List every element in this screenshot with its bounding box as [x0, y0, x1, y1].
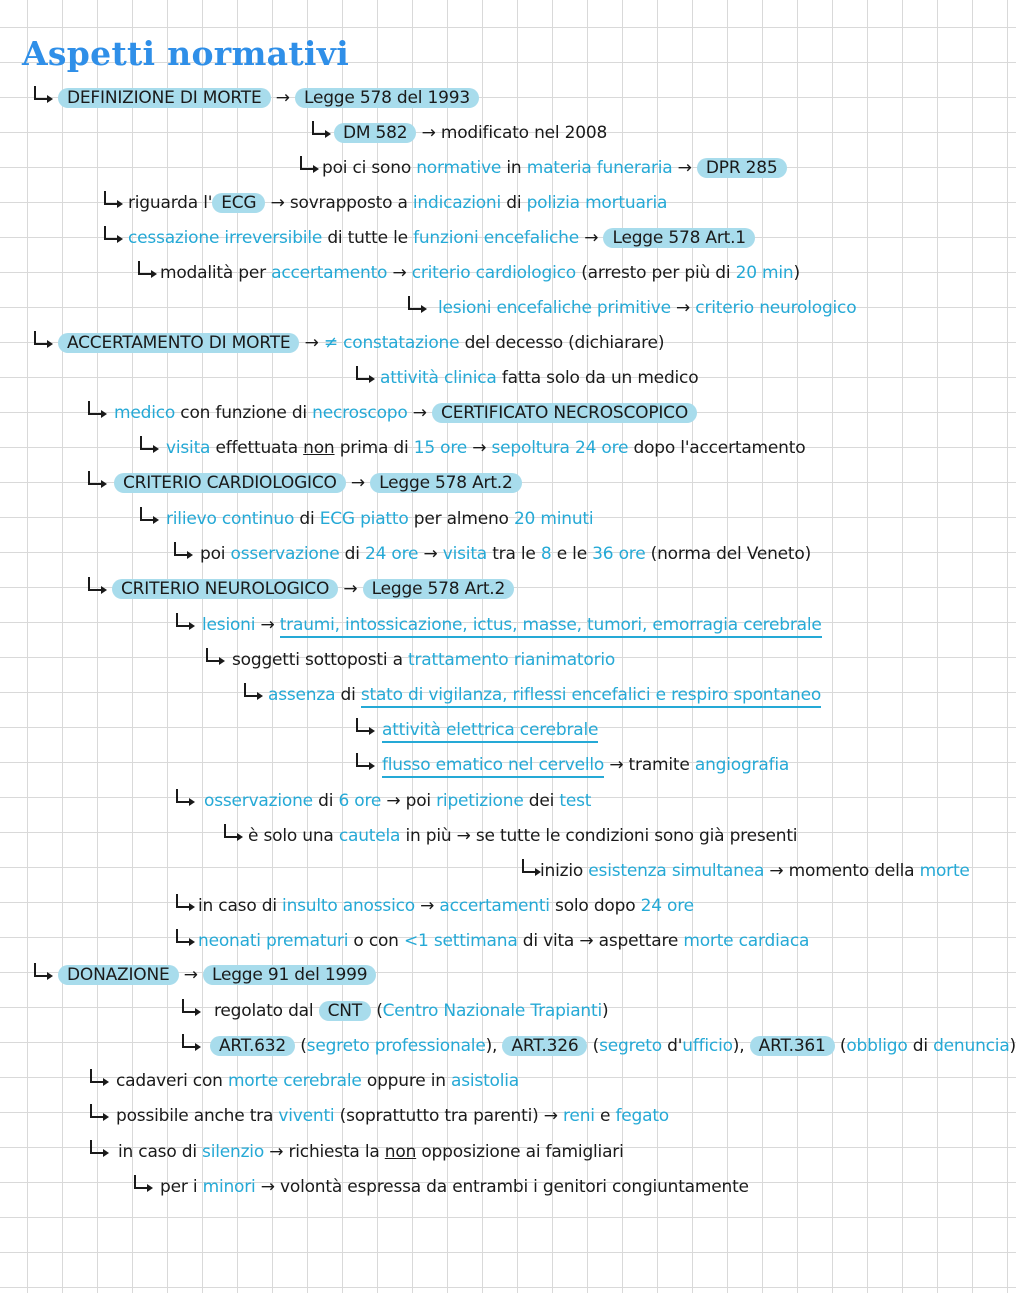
note-line: [382, 719, 598, 741]
note-text: del decesso (dichiarare): [459, 333, 665, 353]
note-text: (soprattutto tra parenti) →: [334, 1106, 564, 1126]
note-text: poi ci sono: [322, 158, 417, 178]
key-term: 20 minuti: [513, 509, 594, 529]
note-text: (arresto per più di: [575, 263, 736, 283]
branch-arrow-icon: [104, 191, 117, 205]
branch-arrow-icon: [182, 1034, 195, 1048]
key-term: 24 ore: [575, 438, 629, 458]
key-term: lesioni encefaliche primitive: [438, 298, 671, 318]
key-term: rilievo continuo: [166, 509, 295, 529]
note-text: →: [414, 896, 440, 916]
highlighted-term: ART.361: [750, 1036, 835, 1056]
note-text: e le: [551, 544, 593, 564]
note-text: o con: [348, 931, 404, 951]
highlighted-term: CNT: [319, 1001, 371, 1021]
note-text: (: [834, 1036, 847, 1056]
key-term: obbligo: [846, 1036, 908, 1056]
key-term: osservazione: [204, 791, 313, 811]
note-line: [210, 1035, 1016, 1057]
branch-arrow-icon: [206, 648, 219, 662]
branch-arrow-icon: [174, 542, 187, 556]
key-term: flusso ematico nel cervello: [382, 755, 604, 778]
note-text: in caso di: [198, 896, 283, 916]
branch-arrow-icon: [312, 121, 325, 135]
note-text: di: [335, 685, 361, 705]
key-term: insulto anossico: [282, 896, 415, 916]
key-term: indicazioni: [412, 193, 502, 213]
branch-arrow-icon: [140, 436, 153, 450]
highlighted-term: DPR 285: [697, 158, 787, 178]
branch-arrow-icon: [356, 718, 369, 732]
key-term: attività elettrica cerebrale: [382, 720, 598, 743]
highlighted-term: CERTIFICATO NECROSCOPICO: [432, 403, 697, 423]
branch-arrow-icon: [176, 929, 189, 943]
branch-arrow-icon: [90, 1069, 103, 1083]
branch-arrow-icon: [90, 1140, 103, 1154]
branch-arrow-icon: [90, 1104, 103, 1118]
note-text: (: [295, 1036, 307, 1056]
key-term: cessazione irreversibile: [128, 228, 323, 248]
note-line: [160, 262, 800, 284]
note-text: tra le: [487, 544, 541, 564]
note-line: [540, 860, 970, 882]
note-text: di: [312, 791, 339, 811]
key-term: denuncia: [933, 1036, 1010, 1056]
key-term: angiografia: [694, 755, 790, 775]
note-text: di tutte le: [322, 228, 414, 248]
branch-arrow-icon: [522, 859, 535, 873]
highlighted-term: ECG: [212, 193, 265, 213]
key-term: 24 ore: [364, 544, 419, 564]
branch-arrow-icon: [176, 894, 189, 908]
key-term: cautela: [338, 826, 401, 846]
key-term: 6 ore: [338, 791, 382, 811]
note-line: [438, 297, 856, 319]
note-text: effettuata: [210, 438, 304, 458]
note-text: → richiesta la: [264, 1142, 385, 1162]
note-text: inizio: [540, 861, 589, 881]
note-text: fatta solo da un medico: [496, 368, 699, 388]
branch-arrow-icon: [244, 683, 257, 697]
note-line: [204, 790, 591, 812]
note-text: cadaveri con: [116, 1071, 228, 1091]
key-term: necroscopo: [312, 403, 408, 423]
note-text: in: [501, 158, 527, 178]
note-text: possibile anche tra: [116, 1106, 279, 1126]
note-text: → volontà espressa da entrambi i genitori congiuntamente: [255, 1177, 749, 1197]
note-text: prima di: [334, 438, 414, 458]
key-term: segreto: [599, 1036, 662, 1056]
note-text: (norma del Veneto): [645, 544, 812, 564]
note-line: [232, 649, 615, 671]
key-term: test: [559, 791, 592, 811]
key-term: visita: [166, 438, 211, 458]
note-text: di: [339, 544, 365, 564]
branch-arrow-icon: [176, 613, 189, 627]
note-text: riguarda l': [128, 193, 213, 213]
key-term: sepoltura: [491, 438, 570, 458]
note-text: dei: [523, 791, 560, 811]
note-line: [198, 930, 809, 952]
key-term: minori: [202, 1177, 256, 1197]
note-text: per i: [160, 1177, 203, 1197]
note-text: ): [793, 263, 800, 283]
note-line: [114, 472, 522, 494]
note-text: di: [501, 193, 527, 213]
note-line: [112, 578, 514, 600]
note-line: [322, 157, 787, 179]
key-term: reni: [563, 1106, 595, 1126]
key-term: funzioni encefaliche: [413, 228, 580, 248]
note-text: dopo l'accertamento: [628, 438, 806, 458]
branch-arrow-icon: [224, 824, 237, 838]
note-line: [334, 122, 607, 144]
key-term: 15 ore: [413, 438, 468, 458]
highlighted-term: ACCERTAMENTO DI MORTE: [58, 333, 299, 353]
key-term: ripetizione: [436, 791, 524, 811]
key-term: materia funeraria: [526, 158, 673, 178]
note-text: →: [255, 615, 280, 635]
note-text: →: [407, 403, 433, 423]
key-term: criterio cardiologico: [411, 263, 576, 283]
note-text: ): [601, 1001, 609, 1021]
note-line: [58, 332, 664, 354]
note-text: poi: [200, 544, 231, 564]
note-line: [248, 825, 797, 847]
note-line: [166, 508, 593, 530]
note-text: →: [270, 88, 295, 108]
note-line: [160, 1176, 749, 1198]
note-text: →: [387, 263, 412, 283]
note-text: di: [907, 1036, 934, 1056]
branch-arrow-icon: [140, 507, 153, 521]
note-line: [198, 895, 694, 917]
note-text: e: [594, 1106, 616, 1126]
key-term: esistenza simultanea: [588, 861, 765, 881]
note-line: [268, 684, 821, 706]
branch-arrow-icon: [88, 401, 101, 415]
key-term: segreto professionale: [306, 1036, 486, 1056]
note-text: → tramite: [604, 755, 695, 775]
key-term: Centro Nazionale Trapianti: [382, 1001, 602, 1021]
branch-arrow-icon: [88, 577, 101, 591]
highlighted-term: DM 582: [334, 123, 416, 143]
highlighted-term: Legge 578 Art.1: [603, 228, 754, 248]
branch-arrow-icon: [138, 261, 151, 275]
note-line: [128, 192, 667, 214]
note-text: (: [371, 1001, 383, 1021]
key-term: morte: [919, 861, 970, 881]
note-text: → momento della: [764, 861, 920, 881]
note-text: →: [670, 298, 696, 318]
key-term: ECG piatto: [319, 509, 409, 529]
note-text: d': [661, 1036, 683, 1056]
note-line: [214, 1000, 608, 1022]
note-line: [166, 437, 805, 459]
key-term: 20 min: [735, 263, 794, 283]
key-term: stato di vigilanza, riflessi encefalici e respiro spontaneo: [361, 685, 821, 708]
key-term: lesioni: [202, 615, 256, 635]
key-term: visita: [442, 544, 487, 564]
key-term: silenzio: [202, 1142, 265, 1162]
branch-arrow-icon: [176, 789, 189, 803]
note-line: [118, 1141, 624, 1163]
branch-arrow-icon: [134, 1175, 147, 1189]
branch-arrow-icon: [356, 753, 369, 767]
highlighted-term: DONAZIONE: [58, 965, 179, 985]
branch-arrow-icon: [34, 86, 47, 100]
key-term: asistolia: [451, 1071, 520, 1091]
note-text: →: [467, 438, 492, 458]
note-text: →: [338, 579, 363, 599]
note-text: solo dopo: [549, 896, 641, 916]
key-term: neonati prematuri: [198, 931, 349, 951]
note-text: ),: [485, 1036, 503, 1056]
highlighted-term: ART.326: [502, 1036, 587, 1056]
note-text: non: [384, 1142, 417, 1162]
note-line: [116, 1105, 669, 1127]
branch-arrow-icon: [104, 226, 117, 240]
note-line: [128, 227, 755, 249]
note-text: di: [294, 509, 320, 529]
key-term: <1 settimana: [403, 931, 518, 951]
note-text: → poi: [381, 791, 437, 811]
note-text: di vita → aspettare: [517, 931, 684, 951]
note-text: ),: [732, 1036, 750, 1056]
highlighted-term: CRITERIO CARDIOLOGICO: [114, 473, 346, 493]
branch-arrow-icon: [300, 156, 313, 170]
branch-arrow-icon: [34, 963, 47, 977]
key-term: morte cerebrale: [227, 1071, 362, 1091]
note-text: per almeno: [408, 509, 514, 529]
key-term: viventi: [278, 1106, 335, 1126]
key-term: 36 ore: [592, 544, 646, 564]
key-term: criterio neurologico: [695, 298, 857, 318]
key-term: polizia mortuaria: [526, 193, 668, 213]
note-text: regolato dal: [214, 1001, 319, 1021]
highlighted-term: Legge 578 Art.2: [370, 473, 521, 493]
note-text: soggetti sottoposti a: [232, 650, 409, 670]
key-term: fegato: [615, 1106, 669, 1126]
note-line: [114, 402, 697, 424]
note-text: →: [672, 158, 697, 178]
note-line: [380, 367, 698, 389]
note-text: con funzione di: [175, 403, 313, 423]
highlighted-term: ART.632: [210, 1036, 295, 1056]
note-text: non: [303, 438, 335, 458]
key-term: accertamenti: [439, 896, 550, 916]
note-line: [200, 543, 811, 565]
note-line: [58, 964, 376, 986]
highlighted-term: CRITERIO NEUROLOGICO: [112, 579, 338, 599]
note-text: in caso di: [118, 1142, 203, 1162]
note-text: (: [587, 1036, 600, 1056]
note-text: modalità per: [160, 263, 272, 283]
note-line: [202, 614, 822, 636]
note-text: oppure in: [361, 1071, 452, 1091]
key-term: assenza: [268, 685, 336, 705]
note-text: → sovrapposto a: [265, 193, 413, 213]
note-text: →: [178, 965, 203, 985]
key-term: traumi, intossicazione, ictus, masse, tumori, emorragia cerebrale: [280, 615, 822, 638]
note-text: opposizione ai famigliari: [416, 1142, 624, 1162]
key-term: attività clinica: [380, 368, 497, 388]
highlighted-term: DEFINIZIONE DI MORTE: [58, 88, 271, 108]
note-text: →: [579, 228, 604, 248]
note-text: →: [299, 333, 324, 353]
note-text: →: [418, 544, 443, 564]
key-term: trattamento rianimatorio: [408, 650, 616, 670]
branch-arrow-icon: [34, 331, 47, 345]
highlighted-term: Legge 578 Art.2: [363, 579, 514, 599]
note-text: → modificato nel 2008: [416, 123, 608, 143]
key-term: osservazione: [230, 544, 340, 564]
key-term: ufficio: [682, 1036, 733, 1056]
note-text: è solo una: [248, 826, 339, 846]
branch-arrow-icon: [356, 366, 369, 380]
note-line: [58, 87, 479, 109]
key-term: accertamento: [271, 263, 388, 283]
note-line: [382, 754, 789, 776]
key-term: ≠ constatazione: [323, 333, 460, 353]
note-text: in più → se tutte le condizioni sono già presenti: [400, 826, 798, 846]
highlighted-term: Legge 578 del 1993: [295, 88, 479, 108]
page-title: Aspetti normativi: [22, 34, 350, 73]
branch-arrow-icon: [408, 296, 421, 310]
note-text: ): [1009, 1036, 1016, 1056]
key-term: normative: [416, 158, 502, 178]
key-term: 8: [540, 544, 552, 564]
note-line: [116, 1070, 519, 1092]
branch-arrow-icon: [182, 999, 195, 1013]
highlighted-term: Legge 91 del 1999: [203, 965, 376, 985]
key-term: medico: [114, 403, 176, 423]
note-text: →: [345, 473, 371, 493]
key-term: morte cardiaca: [683, 931, 810, 951]
key-term: 24 ore: [640, 896, 694, 916]
branch-arrow-icon: [88, 471, 101, 485]
